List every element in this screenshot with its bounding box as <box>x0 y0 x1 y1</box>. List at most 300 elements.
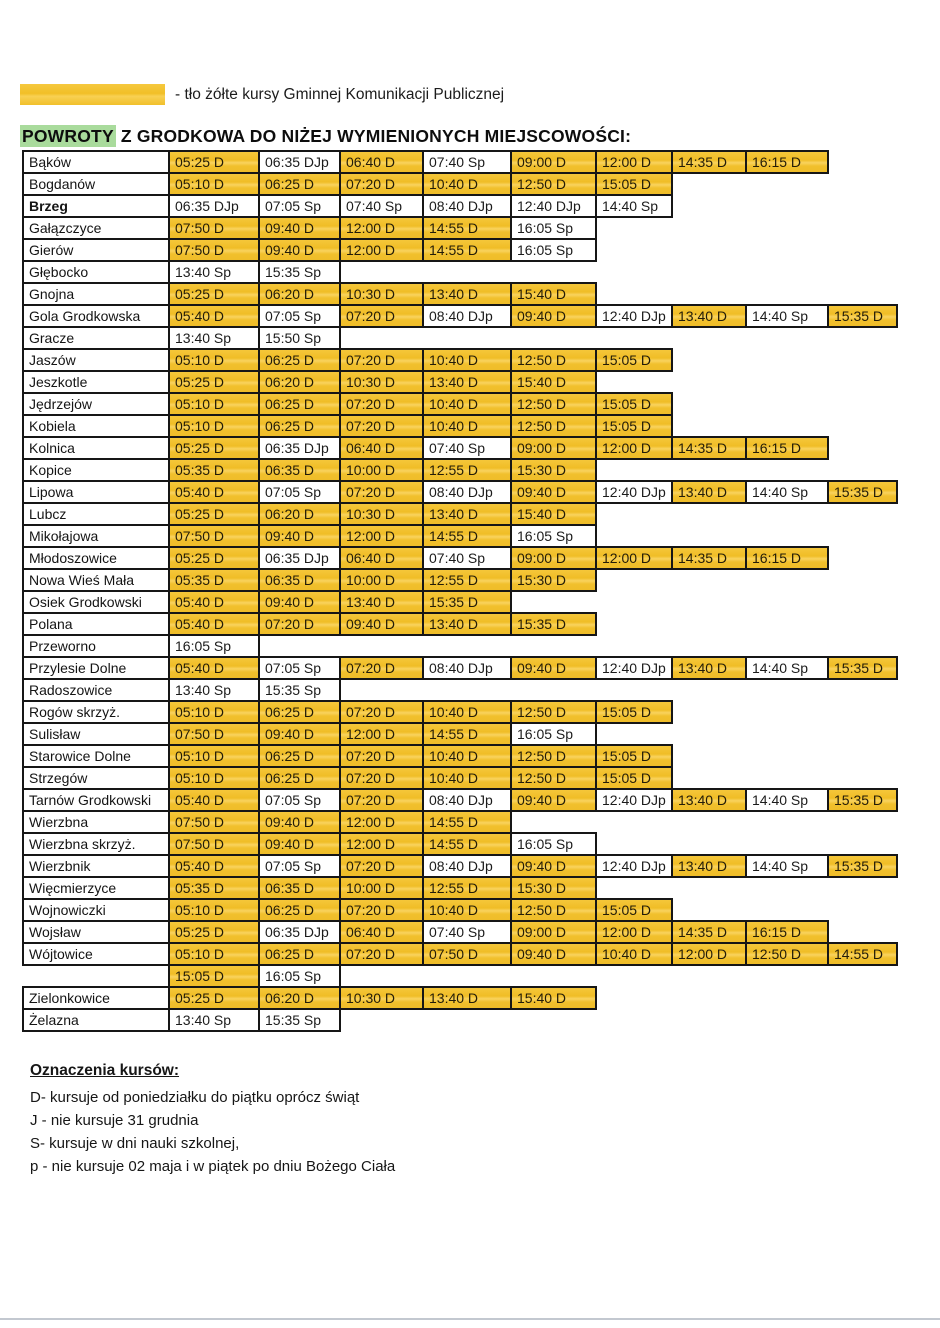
locality-name: Wójtowice <box>22 942 170 966</box>
time-cell: 05:25 D <box>168 370 260 394</box>
time-cell: 06:40 D <box>339 920 424 944</box>
legend <box>20 84 504 105</box>
time-cell: 16:05 Sp <box>510 832 597 856</box>
yellow-highlight-swatch <box>20 84 165 105</box>
table-row <box>22 304 898 328</box>
time-cell: 06:35 DJp <box>258 436 341 460</box>
locality-name: Przylesie Dolne <box>22 656 170 680</box>
time-cell: 13:40 D <box>422 370 512 394</box>
time-cell: 12:00 D <box>339 832 424 856</box>
time-cell: 12:55 D <box>422 458 512 482</box>
time-cell: 15:40 D <box>510 282 597 306</box>
time-cell: 10:40 D <box>422 414 512 438</box>
time-cell: 06:25 D <box>258 172 341 196</box>
title-rest: Z GRODKOWA DO NIŻEJ WYMIENIONYCH MIEJSCOWOŚCI: <box>115 126 632 146</box>
locality-name: Kobiela <box>22 414 170 438</box>
table-row <box>22 766 898 790</box>
time-cell: 12:40 DJp <box>595 854 673 878</box>
time-cell: 07:40 Sp <box>422 150 512 174</box>
time-cell: 12:55 D <box>422 876 512 900</box>
table-row <box>22 722 898 746</box>
time-cell: 16:15 D <box>745 436 829 460</box>
time-cell: 14:55 D <box>422 722 512 746</box>
time-cell: 08:40 DJp <box>422 304 512 328</box>
time-cell: 09:40 D <box>510 656 597 680</box>
locality-name: Wierzbnik <box>22 854 170 878</box>
time-cell: 07:50 D <box>168 722 260 746</box>
table-row <box>22 260 898 284</box>
time-cell: 16:15 D <box>745 546 829 570</box>
time-cell: 07:20 D <box>339 480 424 504</box>
time-cell: 10:30 D <box>339 986 424 1010</box>
time-cell: 14:35 D <box>671 546 747 570</box>
time-cell: 08:40 DJp <box>422 854 512 878</box>
time-cell: 05:35 D <box>168 568 260 592</box>
time-cell: 06:25 D <box>258 348 341 372</box>
time-cell: 06:20 D <box>258 502 341 526</box>
time-cell: 08:40 DJp <box>422 194 512 218</box>
notes-section <box>30 1062 395 1182</box>
table-row <box>22 216 898 240</box>
time-cell: 13:40 D <box>671 304 747 328</box>
time-cell: 07:50 D <box>168 524 260 548</box>
time-cell: 07:40 Sp <box>339 194 424 218</box>
locality-name: Kolnica <box>22 436 170 460</box>
time-cell: 07:20 D <box>339 854 424 878</box>
table-row <box>22 282 898 306</box>
locality-name: Wierzbna skrzyż. <box>22 832 170 856</box>
time-cell: 10:40 D <box>422 766 512 790</box>
time-cell: 09:40 D <box>258 810 341 834</box>
time-cell: 12:50 D <box>510 172 597 196</box>
time-cell: 07:20 D <box>339 414 424 438</box>
time-cell: 14:55 D <box>422 524 512 548</box>
locality-name: Nowa Wieś Mała <box>22 568 170 592</box>
time-cell: 13:40 D <box>422 612 512 636</box>
time-cell: 06:25 D <box>258 744 341 768</box>
note-line-d: D- kursuje od poniedziałku do piątku oprócz świąt <box>30 1089 360 1106</box>
time-cell: 12:40 DJp <box>595 656 673 680</box>
time-cell: 15:05 D <box>595 172 673 196</box>
time-cell: 10:30 D <box>339 370 424 394</box>
time-cell: 12:00 D <box>595 150 673 174</box>
time-cell: 14:35 D <box>671 920 747 944</box>
locality-name: Radoszowice <box>22 678 170 702</box>
time-cell: 09:40 D <box>258 216 341 240</box>
time-cell: 12:00 D <box>595 920 673 944</box>
page-title <box>20 126 631 147</box>
time-cell: 14:55 D <box>827 942 898 966</box>
locality-name: Wierzbna <box>22 810 170 834</box>
time-cell: 12:50 D <box>510 766 597 790</box>
time-cell: 14:40 Sp <box>745 854 829 878</box>
time-cell: 07:50 D <box>168 832 260 856</box>
time-cell: 06:25 D <box>258 392 341 416</box>
time-cell: 07:40 Sp <box>422 436 512 460</box>
time-cell: 12:55 D <box>422 568 512 592</box>
time-cell: 15:05 D <box>595 766 673 790</box>
time-cell: 07:40 Sp <box>422 920 512 944</box>
time-cell: 07:20 D <box>339 898 424 922</box>
time-cell: 12:50 D <box>510 414 597 438</box>
locality-name: Głębocko <box>22 260 170 284</box>
time-cell: 09:40 D <box>510 788 597 812</box>
time-cell: 05:25 D <box>168 920 260 944</box>
locality-name: Starowice Dolne <box>22 744 170 768</box>
locality-name: Kopice <box>22 458 170 482</box>
time-cell: 15:35 Sp <box>258 1008 341 1032</box>
table-row <box>22 942 898 966</box>
time-cell: 10:00 D <box>339 568 424 592</box>
time-cell: 13:40 D <box>671 854 747 878</box>
time-cell: 06:20 D <box>258 282 341 306</box>
time-cell: 14:35 D <box>671 150 747 174</box>
table-row <box>22 634 898 658</box>
time-cell: 12:50 D <box>510 700 597 724</box>
page-bottom-scan-line <box>0 1318 940 1320</box>
time-cell: 10:30 D <box>339 502 424 526</box>
time-cell: 15:40 D <box>510 370 597 394</box>
table-row <box>22 678 898 702</box>
time-cell: 15:40 D <box>510 986 597 1010</box>
table-row <box>22 546 898 570</box>
time-cell: 12:00 D <box>595 546 673 570</box>
table-row <box>22 150 898 174</box>
time-cell: 15:05 D <box>595 414 673 438</box>
time-cell: 16:05 Sp <box>510 216 597 240</box>
time-cell: 05:10 D <box>168 392 260 416</box>
locality-name: Jeszkotle <box>22 370 170 394</box>
time-cell: 10:40 D <box>422 348 512 372</box>
time-cell: 10:40 D <box>422 744 512 768</box>
time-cell: 16:05 Sp <box>258 964 341 988</box>
time-cell: 09:40 D <box>258 238 341 262</box>
time-cell: 12:00 D <box>339 810 424 834</box>
time-cell: 15:35 D <box>827 656 898 680</box>
time-cell: 12:00 D <box>339 722 424 746</box>
time-cell: 14:40 Sp <box>595 194 673 218</box>
table-row <box>22 656 898 680</box>
locality-name: Gnojna <box>22 282 170 306</box>
time-cell: 14:55 D <box>422 238 512 262</box>
table-row <box>22 238 898 262</box>
time-cell: 10:00 D <box>339 876 424 900</box>
time-cell: 12:50 D <box>510 744 597 768</box>
time-cell: 05:40 D <box>168 612 260 636</box>
table-row <box>22 392 898 416</box>
table-row <box>22 348 898 372</box>
time-cell: 06:20 D <box>258 370 341 394</box>
time-cell: 06:35 DJp <box>168 194 260 218</box>
time-cell: 14:55 D <box>422 810 512 834</box>
time-cell: 05:25 D <box>168 282 260 306</box>
time-cell: 05:40 D <box>168 304 260 328</box>
time-cell: 09:00 D <box>510 546 597 570</box>
time-cell: 05:40 D <box>168 480 260 504</box>
time-cell: 07:50 D <box>168 810 260 834</box>
time-cell: 05:40 D <box>168 788 260 812</box>
locality-name: Gałązczyce <box>22 216 170 240</box>
time-cell: 12:40 DJp <box>595 304 673 328</box>
time-cell: 15:35 D <box>827 854 898 878</box>
time-cell: 06:40 D <box>339 436 424 460</box>
locality-name: Gracze <box>22 326 170 350</box>
time-cell: 07:50 D <box>168 238 260 262</box>
time-cell: 06:35 DJp <box>258 150 341 174</box>
time-cell: 15:35 D <box>510 612 597 636</box>
time-cell: 05:25 D <box>168 986 260 1010</box>
time-cell: 12:00 D <box>671 942 747 966</box>
time-cell: 12:50 D <box>510 898 597 922</box>
time-cell: 07:20 D <box>339 744 424 768</box>
time-cell: 12:50 D <box>510 392 597 416</box>
table-row <box>22 414 898 438</box>
table-row <box>22 788 898 812</box>
time-cell: 05:25 D <box>168 436 260 460</box>
locality-name: Wojsław <box>22 920 170 944</box>
time-cell: 15:05 D <box>595 392 673 416</box>
time-cell: 07:20 D <box>339 304 424 328</box>
time-cell: 06:20 D <box>258 986 341 1010</box>
time-cell: 15:05 D <box>595 348 673 372</box>
time-cell: 06:25 D <box>258 414 341 438</box>
time-cell: 06:25 D <box>258 942 341 966</box>
locality-name: Mikołajowa <box>22 524 170 548</box>
time-cell: 10:00 D <box>339 458 424 482</box>
time-cell: 12:50 D <box>510 348 597 372</box>
time-cell: 07:20 D <box>339 942 424 966</box>
time-cell: 15:50 Sp <box>258 326 341 350</box>
time-cell: 05:10 D <box>168 942 260 966</box>
time-cell: 05:10 D <box>168 348 260 372</box>
table-row <box>22 590 898 614</box>
table-row <box>22 172 898 196</box>
time-cell: 14:40 Sp <box>745 656 829 680</box>
time-cell: 16:05 Sp <box>510 238 597 262</box>
notes-heading: Oznaczenia kursów: <box>30 1062 180 1079</box>
time-cell: 07:20 D <box>339 766 424 790</box>
time-cell: 15:30 D <box>510 458 597 482</box>
time-cell: 06:25 D <box>258 898 341 922</box>
time-cell: 07:20 D <box>339 392 424 416</box>
table-row <box>22 502 898 526</box>
table-row <box>22 326 898 350</box>
time-cell: 10:40 D <box>422 392 512 416</box>
time-cell: 10:40 D <box>422 898 512 922</box>
time-cell: 05:35 D <box>168 876 260 900</box>
note-line-s: S- kursuje w dni nauki szkolnej, <box>30 1135 240 1152</box>
locality-name: Gola Grodkowska <box>22 304 170 328</box>
time-cell: 07:50 D <box>422 942 512 966</box>
table-row <box>22 612 898 636</box>
time-cell: 05:10 D <box>168 744 260 768</box>
time-cell: 10:30 D <box>339 282 424 306</box>
time-cell: 09:40 D <box>258 722 341 746</box>
locality-name: Sulisław <box>22 722 170 746</box>
time-cell: 06:25 D <box>258 766 341 790</box>
time-cell: 05:40 D <box>168 590 260 614</box>
time-cell: 09:00 D <box>510 920 597 944</box>
time-cell: 07:20 D <box>258 612 341 636</box>
table-row <box>22 810 898 834</box>
time-cell: 15:30 D <box>510 568 597 592</box>
time-cell: 06:40 D <box>339 150 424 174</box>
time-cell: 09:40 D <box>510 480 597 504</box>
time-cell: 12:00 D <box>339 216 424 240</box>
time-cell: 15:35 Sp <box>258 678 341 702</box>
time-cell: 12:40 DJp <box>595 480 673 504</box>
time-cell: 07:20 D <box>339 348 424 372</box>
time-cell: 06:40 D <box>339 546 424 570</box>
time-cell: 07:50 D <box>168 216 260 240</box>
time-cell: 05:40 D <box>168 656 260 680</box>
time-cell: 07:20 D <box>339 172 424 196</box>
table-row <box>22 458 898 482</box>
time-cell: 07:05 Sp <box>258 656 341 680</box>
locality-name: Brzeg <box>22 194 170 218</box>
table-row <box>22 744 898 768</box>
time-cell: 07:05 Sp <box>258 788 341 812</box>
table-row <box>22 832 898 856</box>
time-cell: 09:40 D <box>510 942 597 966</box>
time-cell: 05:35 D <box>168 458 260 482</box>
locality-name: Polana <box>22 612 170 636</box>
time-cell: 12:00 D <box>339 524 424 548</box>
time-cell: 16:05 Sp <box>168 634 260 658</box>
table-row <box>22 480 898 504</box>
time-cell: 05:10 D <box>168 700 260 724</box>
locality-name: Lubcz <box>22 502 170 526</box>
time-cell: 08:40 DJp <box>422 656 512 680</box>
time-cell: 13:40 D <box>422 986 512 1010</box>
time-cell: 12:00 D <box>339 238 424 262</box>
time-cell: 09:40 D <box>510 304 597 328</box>
time-cell: 10:40 D <box>595 942 673 966</box>
time-cell: 15:35 D <box>422 590 512 614</box>
table-row <box>22 700 898 724</box>
time-cell: 07:05 Sp <box>258 854 341 878</box>
time-cell: 05:25 D <box>168 502 260 526</box>
time-cell: 12:40 DJp <box>510 194 597 218</box>
locality-name: Jędrzejów <box>22 392 170 416</box>
time-cell: 13:40 Sp <box>168 1008 260 1032</box>
table-row <box>22 568 898 592</box>
time-cell: 14:40 Sp <box>745 480 829 504</box>
time-cell: 09:00 D <box>510 436 597 460</box>
locality-name: Tarnów Grodkowski <box>22 788 170 812</box>
time-cell: 05:10 D <box>168 172 260 196</box>
time-cell: 05:25 D <box>168 150 260 174</box>
time-cell: 10:40 D <box>422 172 512 196</box>
time-cell: 13:40 Sp <box>168 678 260 702</box>
time-cell: 12:50 D <box>745 942 829 966</box>
time-cell: 06:35 D <box>258 568 341 592</box>
locality-name: Żelazna <box>22 1008 170 1032</box>
locality-name: Bąków <box>22 150 170 174</box>
time-cell: 07:20 D <box>339 788 424 812</box>
note-line-p: p - nie kursuje 02 maja i w piątek po dniu Bożego Ciała <box>30 1158 396 1175</box>
time-cell: 13:40 D <box>671 788 747 812</box>
time-cell: 09:40 D <box>258 524 341 548</box>
time-cell: 07:05 Sp <box>258 194 341 218</box>
time-cell: 05:25 D <box>168 546 260 570</box>
locality-name: Strzegów <box>22 766 170 790</box>
time-cell: 06:25 D <box>258 700 341 724</box>
time-cell: 10:40 D <box>422 700 512 724</box>
time-cell: 06:35 DJp <box>258 546 341 570</box>
time-cell: 14:35 D <box>671 436 747 460</box>
time-cell: 14:40 Sp <box>745 304 829 328</box>
time-cell: 09:40 D <box>339 612 424 636</box>
time-cell: 15:35 D <box>827 304 898 328</box>
time-cell: 15:05 D <box>595 700 673 724</box>
time-cell: 13:40 D <box>339 590 424 614</box>
time-cell: 15:35 D <box>827 480 898 504</box>
time-cell: 16:05 Sp <box>510 524 597 548</box>
time-cell: 16:05 Sp <box>510 722 597 746</box>
table-row <box>22 194 898 218</box>
locality-name: Gierów <box>22 238 170 262</box>
table-row <box>22 898 898 922</box>
time-cell: 06:35 D <box>258 458 341 482</box>
time-cell: 13:40 D <box>422 502 512 526</box>
table-row <box>22 920 898 944</box>
time-cell: 05:10 D <box>168 766 260 790</box>
time-cell: 15:40 D <box>510 502 597 526</box>
table-row <box>22 524 898 548</box>
time-cell: 09:40 D <box>258 832 341 856</box>
time-cell: 15:35 D <box>827 788 898 812</box>
title-highlighted-word: POWROTY <box>22 126 114 146</box>
time-cell: 06:35 DJp <box>258 920 341 944</box>
time-cell: 09:40 D <box>510 854 597 878</box>
time-cell: 05:10 D <box>168 898 260 922</box>
time-cell: 13:40 D <box>671 656 747 680</box>
time-cell: 16:15 D <box>745 150 829 174</box>
locality-name: Osiek Grodkowski <box>22 590 170 614</box>
locality-name: Przeworno <box>22 634 170 658</box>
locality-name <box>22 964 170 988</box>
locality-name: Wojnowiczki <box>22 898 170 922</box>
time-cell: 16:15 D <box>745 920 829 944</box>
locality-name: Zielonkowice <box>22 986 170 1010</box>
note-line-j: J - nie kursuje 31 grudnia <box>30 1112 199 1129</box>
time-cell: 13:40 Sp <box>168 326 260 350</box>
time-cell: 15:05 D <box>595 744 673 768</box>
time-cell: 07:20 D <box>339 656 424 680</box>
time-cell: 05:10 D <box>168 414 260 438</box>
time-cell: 06:35 D <box>258 876 341 900</box>
time-cell: 15:05 D <box>168 964 260 988</box>
locality-name: Rogów skrzyż. <box>22 700 170 724</box>
time-cell: 12:00 D <box>595 436 673 460</box>
locality-name: Młodoszowice <box>22 546 170 570</box>
time-cell: 08:40 DJp <box>422 788 512 812</box>
table-row <box>22 370 898 394</box>
time-cell: 09:40 D <box>258 590 341 614</box>
time-cell: 05:40 D <box>168 854 260 878</box>
time-cell: 14:55 D <box>422 832 512 856</box>
time-cell: 09:00 D <box>510 150 597 174</box>
timetable <box>22 150 898 1032</box>
legend-text: - tło żółte kursy Gminnej Komunikacji Publicznej <box>175 85 505 103</box>
time-cell: 14:40 Sp <box>745 788 829 812</box>
locality-name: Bogdanów <box>22 172 170 196</box>
time-cell: 15:30 D <box>510 876 597 900</box>
table-row <box>22 876 898 900</box>
table-row <box>22 436 898 460</box>
time-cell: 12:40 DJp <box>595 788 673 812</box>
